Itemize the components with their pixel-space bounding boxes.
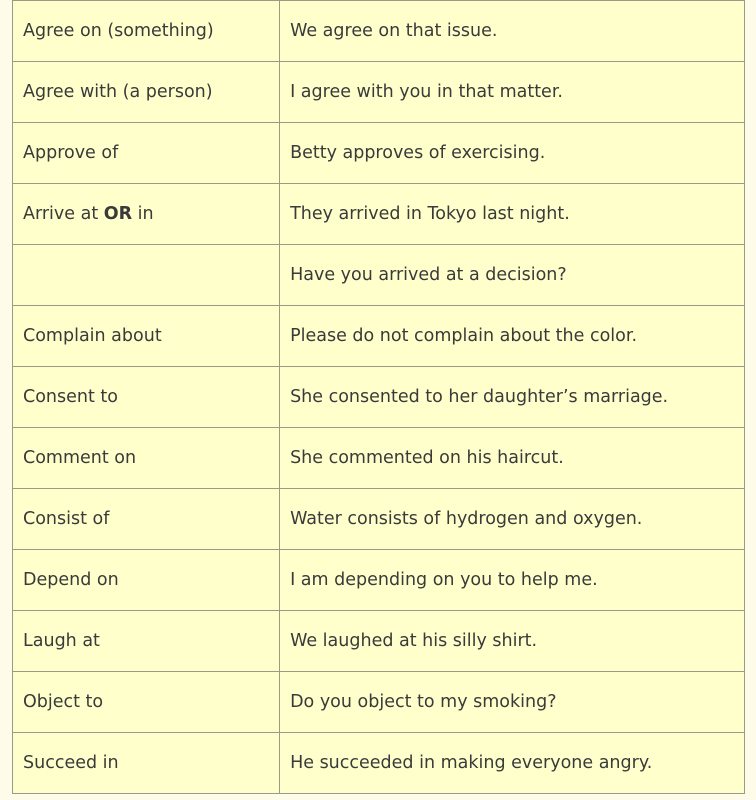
verb-cell: Laugh at xyxy=(13,611,280,672)
example-cell: They arrived in Tokyo last night. xyxy=(280,184,745,245)
verb-cell: Complain about xyxy=(13,306,280,367)
verb-part: Arrive at xyxy=(23,204,104,224)
verb-cell xyxy=(13,245,280,306)
verb-cell: Consent to xyxy=(13,367,280,428)
verb-preposition-table xyxy=(12,0,745,794)
verb-cell: Object to xyxy=(13,672,280,733)
table-row xyxy=(13,489,745,550)
example-cell: We agree on that issue. xyxy=(280,1,745,62)
table-row xyxy=(13,184,745,245)
verb-cell: Depend on xyxy=(13,550,280,611)
table-row xyxy=(13,245,745,306)
verb-cell xyxy=(13,184,280,245)
verb-cell: Agree with (a person) xyxy=(13,62,280,123)
example-cell: Betty approves of exercising. xyxy=(280,123,745,184)
table-row xyxy=(13,428,745,489)
table-row xyxy=(13,367,745,428)
table-row xyxy=(13,672,745,733)
example-cell: We laughed at his silly shirt. xyxy=(280,611,745,672)
table-row xyxy=(13,62,745,123)
example-cell: I am depending on you to help me. xyxy=(280,550,745,611)
example-cell: Please do not complain about the color. xyxy=(280,306,745,367)
verb-cell: Succeed in xyxy=(13,733,280,794)
verb-cell: Approve of xyxy=(13,123,280,184)
example-cell: He succeeded in making everyone angry. xyxy=(280,733,745,794)
verb-cell: Agree on (something) xyxy=(13,1,280,62)
example-cell: Have you arrived at a decision? xyxy=(280,245,745,306)
table-row xyxy=(13,306,745,367)
example-cell: She consented to her daughter’s marriage. xyxy=(280,367,745,428)
example-cell: Water consists of hydrogen and oxygen. xyxy=(280,489,745,550)
verb-cell: Consist of xyxy=(13,489,280,550)
table-row xyxy=(13,550,745,611)
example-cell: Do you object to my smoking? xyxy=(280,672,745,733)
table-row xyxy=(13,123,745,184)
table-row xyxy=(13,1,745,62)
table-row xyxy=(13,733,745,794)
verb-cell: Comment on xyxy=(13,428,280,489)
verb-part: in xyxy=(132,204,154,224)
or-emphasis: OR xyxy=(103,204,133,224)
table-row xyxy=(13,611,745,672)
example-cell: She commented on his haircut. xyxy=(280,428,745,489)
example-cell: I agree with you in that matter. xyxy=(280,62,745,123)
